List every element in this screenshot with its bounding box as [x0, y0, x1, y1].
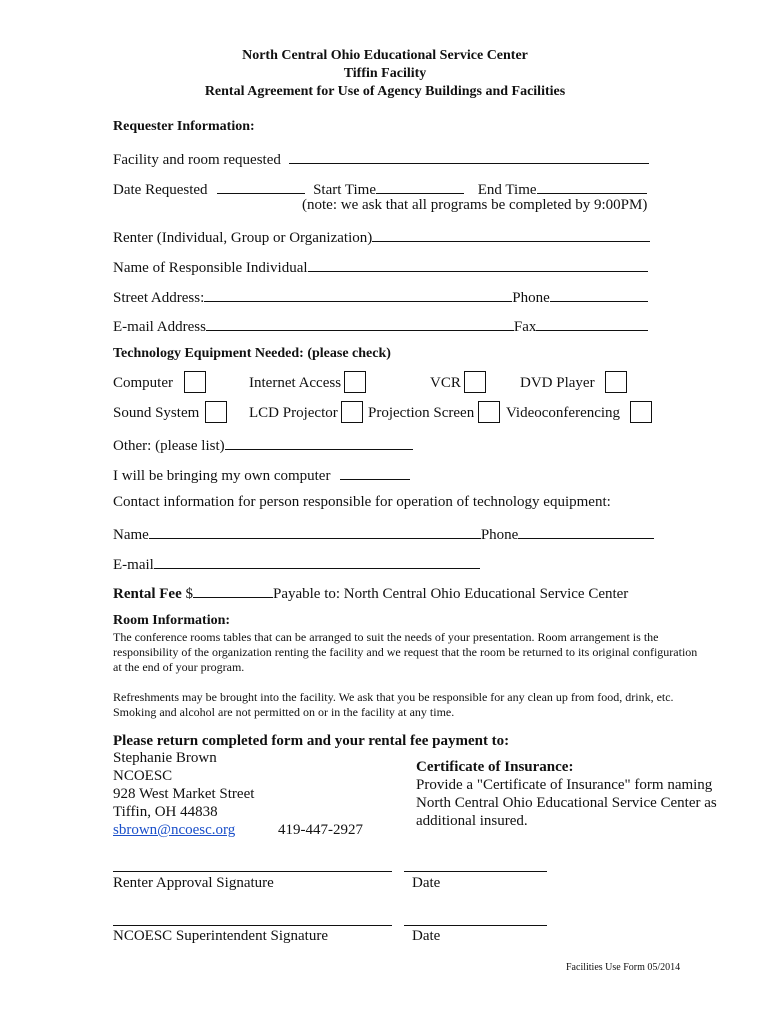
vcr-checkbox[interactable] — [464, 371, 486, 393]
superintendent-signature-line[interactable] — [113, 925, 392, 926]
tech-label-internet: Internet Access — [249, 375, 342, 391]
phone-label: Phone — [512, 290, 550, 306]
time-note: (note: we ask that all programs be completed by 9:00PM) — [302, 197, 648, 213]
renter-date-line[interactable] — [404, 871, 547, 872]
refreshments-paragraph: Refreshments may be brought into the facility. We ask that you be responsible for any clean up from food, drink, etc. Smoking and alcohol are not permitted on or in the facility at any time. — [113, 690, 674, 719]
street-address-label: Street Address: — [113, 290, 205, 306]
date-time-row — [113, 179, 647, 199]
responsible-label: Name of Responsible Individual — [113, 260, 308, 276]
contact-name-row — [113, 524, 654, 544]
responsible-row — [113, 257, 648, 277]
date-requested-field[interactable] — [217, 179, 305, 194]
title-agreement: Rental Agreement for Use of Agency Buildings and Facilities — [204, 84, 566, 99]
contact-phone-label: Phone — [480, 527, 519, 543]
phone-field[interactable] — [550, 287, 648, 302]
tech-label-lcd: LCD Projector — [249, 405, 338, 421]
facility-room-field[interactable] — [289, 149, 649, 164]
insurance-heading: Certificate of Insurance: — [416, 759, 574, 775]
superintendent-date-line[interactable] — [404, 925, 547, 926]
facility-room-row — [113, 149, 649, 169]
return-email-link[interactable]: sbrown@ncoesc.org — [113, 822, 236, 838]
superintendent-signature-label: NCOESC Superintendent Signature — [113, 928, 328, 944]
own-computer-field[interactable] — [340, 465, 410, 480]
videoconferencing-checkbox[interactable] — [630, 401, 652, 423]
contact-email-label: E-mail — [113, 557, 154, 573]
street-address-field[interactable] — [204, 287, 512, 302]
tech-label-video: Videoconferencing — [506, 405, 621, 421]
return-heading: Please return completed form and your rental fee payment to: — [113, 733, 510, 749]
street-row — [113, 287, 648, 307]
end-time-label: End Time — [477, 182, 537, 198]
renter-label: Renter (Individual, Group or Organization) — [113, 230, 373, 246]
requester-heading: Requester Information: — [113, 119, 255, 134]
email-address-label: E-mail Address — [113, 319, 206, 335]
facility-room-label: Facility and room requested — [113, 152, 281, 168]
renter-date-label: Date — [412, 875, 441, 891]
responsible-field[interactable] — [308, 257, 648, 272]
renter-signature-line[interactable] — [113, 871, 392, 872]
rental-fee-row — [113, 583, 628, 603]
insurance-line-2: North Central Ohio Educational Service Center as — [416, 795, 717, 811]
own-computer-label: I will be bringing my own computer — [113, 468, 331, 484]
end-time-field[interactable] — [537, 179, 647, 194]
insurance-line-1: Provide a "Certificate of Insurance" form naming — [416, 777, 713, 793]
tech-label-screen: Projection Screen — [368, 405, 475, 421]
tech-label-sound: Sound System — [113, 405, 200, 421]
renter-row — [113, 227, 650, 247]
title-organization: North Central Ohio Educational Service Center — [242, 48, 528, 63]
rental-fee-field[interactable] — [193, 583, 273, 598]
start-time-label: Start Time — [313, 182, 376, 198]
computer-checkbox[interactable] — [184, 371, 206, 393]
superintendent-date-label: Date — [412, 928, 441, 944]
insurance-line-3: additional insured. — [416, 813, 528, 829]
return-org: NCOESC — [113, 768, 173, 784]
other-row — [113, 435, 413, 455]
dvd-player-checkbox[interactable] — [605, 371, 627, 393]
tech-label-vcr: VCR — [430, 375, 461, 391]
contact-phone-field[interactable] — [518, 524, 654, 539]
other-field[interactable] — [225, 435, 413, 450]
rental-fee-label: Rental Fee — [113, 586, 182, 602]
room-info-paragraph: The conference rooms tables that can be arranged to suit the needs of your presentation. Room arrangement is the responsibility of the organization renting the facility and we request that the room be returned to its original configuration at the end of your program. — [113, 630, 698, 674]
lcd-projector-checkbox[interactable] — [341, 401, 363, 423]
other-label: Other: (please list) — [113, 438, 225, 454]
room-info-heading: Room Information: — [113, 613, 231, 628]
email-row — [113, 316, 648, 336]
tech-label-dvd: DVD Player — [520, 375, 595, 391]
return-city: Tiffin, OH 44838 — [113, 804, 218, 820]
contact-email-row — [113, 554, 480, 574]
renter-field[interactable] — [372, 227, 650, 242]
contact-name-field[interactable] — [149, 524, 481, 539]
email-address-field[interactable] — [206, 316, 514, 331]
tech-contact-label: Contact information for person responsible for operation of technology equipment: — [113, 494, 611, 510]
contact-email-field[interactable] — [154, 554, 480, 569]
currency-symbol: $ — [185, 586, 193, 602]
form-id-footer: Facilities Use Form 05/2014 — [566, 962, 681, 973]
sound-system-checkbox[interactable] — [205, 401, 227, 423]
return-phone: 419-447-2927 — [278, 822, 363, 838]
projection-screen-checkbox[interactable] — [478, 401, 500, 423]
date-requested-label: Date Requested — [113, 182, 208, 198]
technology-heading: Technology Equipment Needed: (please check) — [113, 346, 391, 361]
contact-name-label: Name — [113, 527, 149, 543]
own-computer-row — [113, 465, 410, 485]
title-facility: Tiffin Facility — [343, 66, 427, 81]
return-name: Stephanie Brown — [113, 750, 217, 766]
return-street: 928 West Market Street — [113, 786, 255, 802]
fax-label: Fax — [513, 319, 537, 335]
internet-access-checkbox[interactable] — [344, 371, 366, 393]
start-time-field[interactable] — [376, 179, 464, 194]
tech-label-computer: Computer — [113, 375, 173, 391]
fax-field[interactable] — [536, 316, 648, 331]
payable-to-text: Payable to: North Central Ohio Educational Service Center — [272, 586, 629, 602]
renter-signature-label: Renter Approval Signature — [113, 875, 274, 891]
